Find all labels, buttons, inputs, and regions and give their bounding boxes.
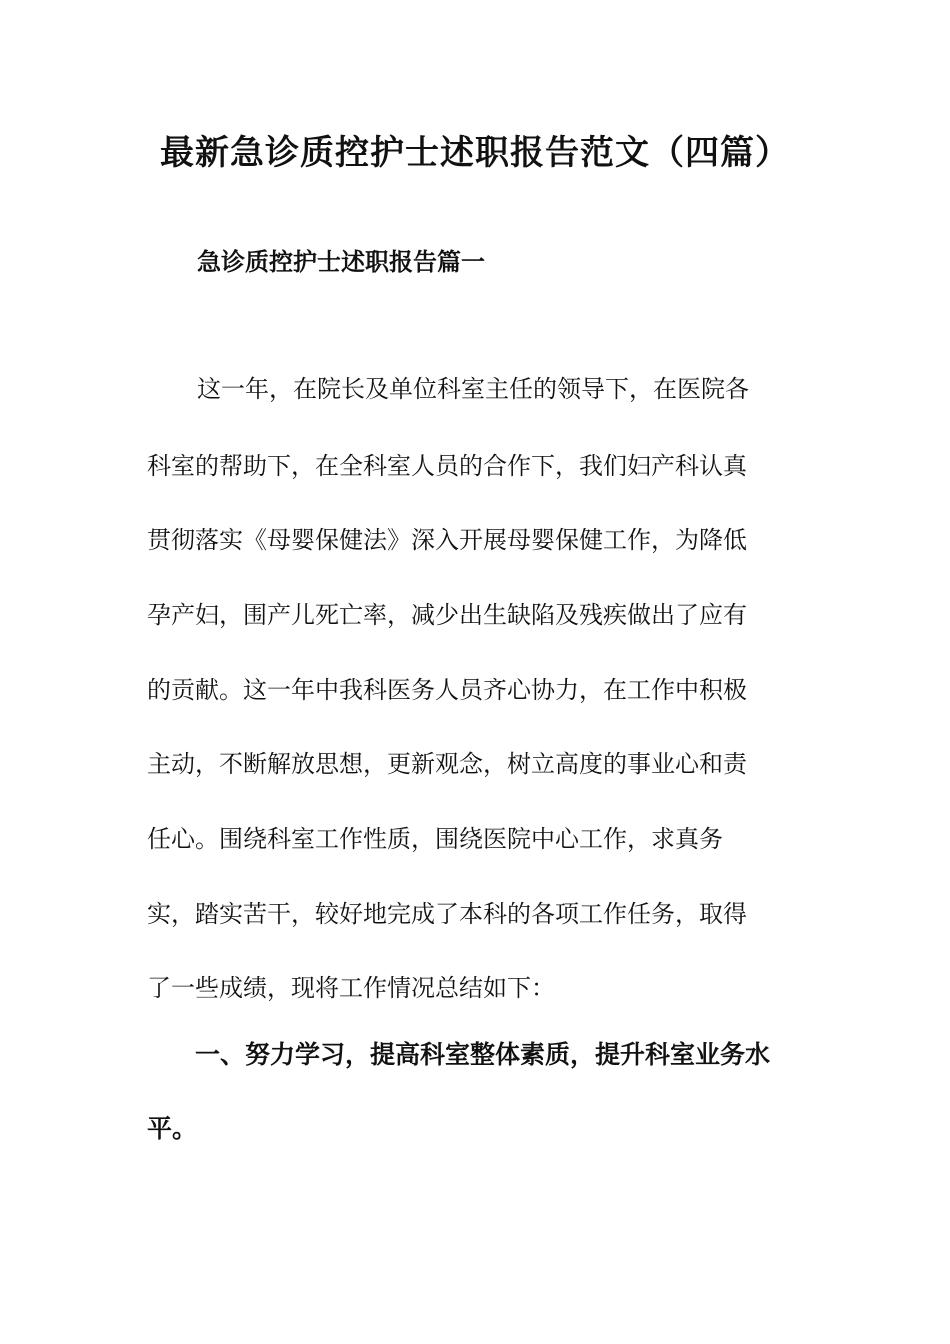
paragraph-line: 的贡献。这一年中我科医务人员齐心协力，在工作中积极: [147, 676, 747, 704]
paragraph-line: 科室的帮助下，在全科室人员的合作下，我们妇产科认真: [147, 452, 747, 480]
paragraph-line: 这一年，在院长及单位科室主任的领导下，在医院各: [197, 375, 749, 403]
subheading-line: 平。: [147, 1114, 198, 1143]
paragraph-line: 实，踏实苦干，较好地完成了本科的各项工作任务，取得: [147, 900, 747, 928]
section-heading: 急诊质控护士述职报告篇一: [197, 247, 485, 276]
subheading-line: 一、努力学习，提高科室整体素质，提升科室业务水: [195, 1040, 771, 1069]
paragraph-line: 贯彻落实《母婴保健法》深入开展母婴保健工作，为降低: [147, 526, 747, 554]
document-title: 最新急诊质控护士述职报告范文（四篇）: [160, 133, 790, 173]
paragraph-line: 主动，不断解放思想，更新观念，树立高度的事业心和责: [147, 750, 747, 778]
paragraph-line: 任心。围绕科室工作性质，围绕医院中心工作，求真务: [147, 825, 723, 853]
paragraph-line: 了一些成绩，现将工作情况总结如下：: [147, 974, 555, 1002]
paragraph-line: 孕产妇，围产儿死亡率，减少出生缺陷及残疾做出了应有: [147, 601, 747, 629]
